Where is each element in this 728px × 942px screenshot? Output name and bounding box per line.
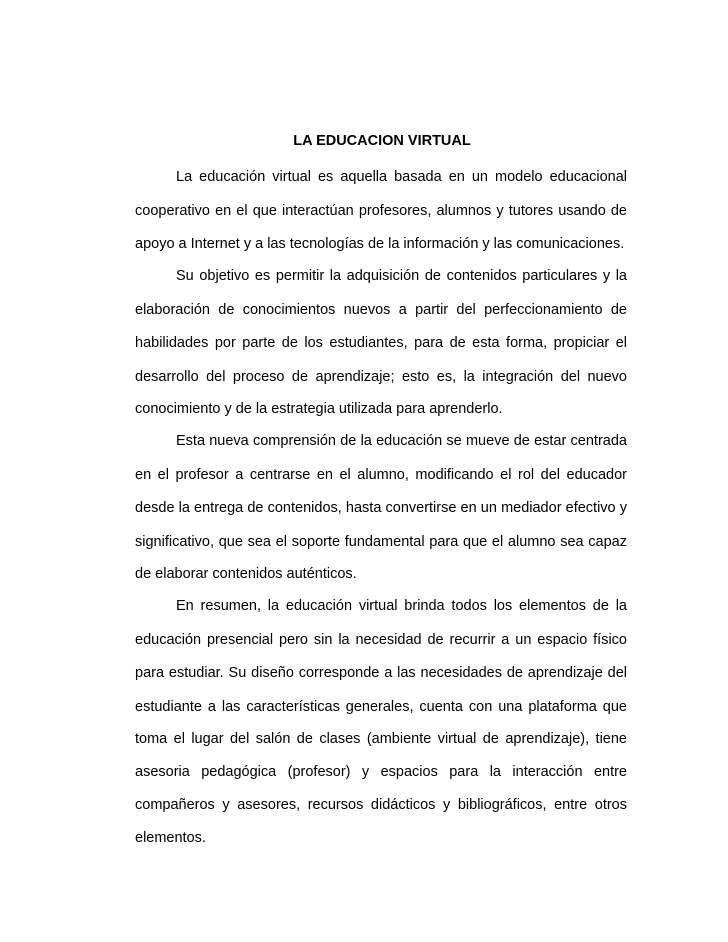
text-line: asesoria pedagógica (profesor) y espacios para la interacción entre [135,764,627,780]
text-line: En resumen, la educación virtual brinda todos los elementos de la [176,598,627,614]
text-line: habilidades por parte de los estudiantes, para de esta forma, propiciar el [135,335,627,351]
text-line: apoyo a Internet y a las tecnologías de la información y las comunicaciones. [135,236,625,252]
text-line: educación presencial pero sin la necesidad de recurrir a un espacio físico [135,632,627,648]
text-line: en el profesor a centrarse en el alumno, modificando el rol del educador [135,467,627,483]
text-line: Su objetivo es permitir la adquisición de contenidos particulares y la [176,268,627,284]
text-line: para estudiar. Su diseño corresponde a las necesidades de aprendizaje del [135,665,627,681]
text-line: elaboración de conocimientos nuevos a partir del perfeccionamiento de [135,302,627,318]
text-line: compañeros y asesores, recursos didácticos y bibliográficos, entre otros [135,797,627,813]
text-line: desde la entrega de contenidos, hasta convertirse en un mediador efectivo y [135,500,627,516]
text-line: cooperativo en el que interactúan profesores, alumnos y tutores usando de [135,203,627,219]
text-line: desarrollo del proceso de aprendizaje; esto es, la integración del nuevo [135,369,627,385]
text-line: de elaborar contenidos auténticos. [135,566,357,582]
text-line: La educación virtual es aquella basada en un modelo educacional [176,169,627,185]
text-line: conocimiento y de la estrategia utilizada para aprenderlo. [135,401,503,417]
text-line: significativo, que sea el soporte fundamental para que el alumno sea capaz [135,534,627,550]
text-line: estudiante a las características generales, cuenta con una plataforma que [135,699,627,715]
document-title: LA EDUCACION VIRTUAL [293,133,471,149]
text-line: Esta nueva comprensión de la educación se mueve de estar centrada [176,433,627,449]
text-line: elementos. [135,830,206,846]
text-line: toma el lugar del salón de clases (ambiente virtual de aprendizaje), tiene [135,731,627,747]
